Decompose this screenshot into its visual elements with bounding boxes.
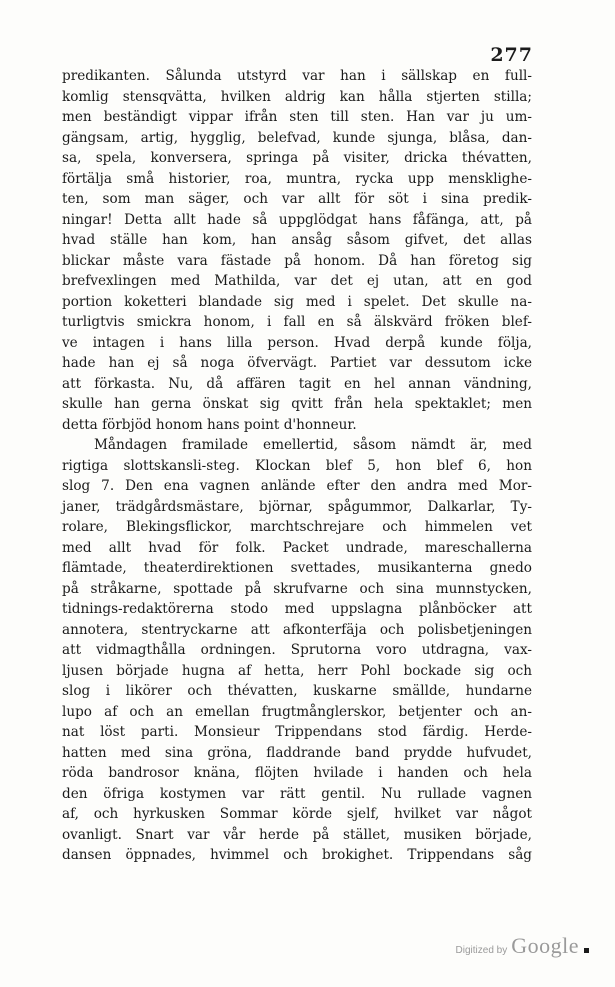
text-line: att förkasta. Nu, då affären tagit en hel annan vändning, bbox=[62, 375, 532, 392]
text-line: lupo af och an emellan frugtmånglerskor, betjenter och an- bbox=[62, 703, 532, 720]
text-line: slog i likörer och thévatten, kuskarne smällde, hundarne bbox=[62, 683, 532, 699]
text-line: portion koketteri blandade sig med i spelet. Det skulle na- bbox=[62, 293, 532, 310]
text-line: flämtade, theaterdirektionen svettades, musikanterna gnedo bbox=[62, 560, 532, 576]
text-line: hvad ställe han kom, han ansåg såsom gifvet, det allas bbox=[62, 232, 532, 248]
text-line: den öfriga kostymen var rätt gentil. Nu rullade vagnen bbox=[62, 785, 532, 802]
text-line: hade han ej så noga öfvervägt. Partiet var dessutom icke bbox=[62, 355, 532, 371]
digitized-watermark bbox=[456, 933, 589, 959]
page-number: 277 bbox=[490, 44, 533, 66]
text-line-paragraph-start: Måndagen framilade emellertid, såsom nämdt är, med bbox=[94, 437, 532, 453]
text-line: af, och hyrkusken Sommar körde sjelf, hvilket var något bbox=[62, 806, 532, 822]
text-line: hatten med sina gröna, fladdrande band prydde hufvudet, bbox=[62, 744, 532, 761]
text-line: röda bandrosor knäna, flöjten hvilade i handen och hela bbox=[62, 765, 532, 781]
text-line: ten, som man säger, och var allt för söt i sina predik- bbox=[62, 191, 532, 207]
text-line: dansen öppnades, hvimmel och brokighet. Trippendans såg bbox=[62, 847, 532, 863]
text-line: ovanligt. Snart var vår herde på stället, musiken började, bbox=[62, 826, 532, 843]
text-line: sa, spela, konversera, springa på visiter, dricka thévatten, bbox=[62, 150, 532, 166]
google-logo: Google bbox=[511, 933, 579, 958]
text-line: tidnings-redaktörerna stodo med uppslagna plånböcker att bbox=[62, 601, 532, 617]
text-line: predikanten. Sålunda utstyrd var han i sällskap en full- bbox=[62, 68, 532, 84]
text-line: brefvexlingen med Mathilda, var det ej utan, att en god bbox=[62, 273, 532, 289]
text-line: gängsam, artig, hygglig, belefvad, kunde sjunga, blåsa, dan- bbox=[62, 129, 532, 146]
text-line: blickar måste vara fästade på honom. Då han företog sig bbox=[62, 252, 532, 269]
text-line: förtälja små historier, roa, muntra, rycka upp mensklighe- bbox=[62, 170, 532, 187]
text-line: ve intagen i hans lilla person. Hvad derpå kunde följa, bbox=[62, 334, 532, 351]
text-line: ljusen började hugna af hetta, herr Pohl bockade sig och bbox=[62, 662, 532, 679]
text-line: ningar! Detta allt hade så uppglödgat hans fåfänga, att, på bbox=[62, 211, 532, 228]
text-line: skulle han gerna önskat sig qvitt från hela spektaklet; men bbox=[62, 396, 532, 412]
text-line: komlig stensqvätta, hvilken aldrig kan hålla stjerten stilla; bbox=[62, 88, 532, 105]
text-line: men beständigt vippar ifrån sten till sten. Han var ju um- bbox=[62, 109, 532, 125]
text-line: att vidmagthålla ordningen. Sprutorna voro utdragna, vax- bbox=[62, 642, 532, 658]
body-text bbox=[62, 66, 532, 866]
text-line: janer, trädgårdsmästare, björnar, spågummor, Dalkarlar, Ty- bbox=[62, 498, 532, 515]
text-line-paragraph-end: detta förbjöd honom hans point d'honneur. bbox=[62, 416, 357, 433]
watermark-dot-icon bbox=[584, 948, 589, 953]
text-line: turligtvis smickra honom, i fall en så älskvärd fröken blef- bbox=[62, 314, 532, 330]
watermark-prefix: Digitized by bbox=[455, 945, 508, 956]
text-line: nat löst parti. Monsieur Trippendans stod färdig. Herde- bbox=[62, 724, 532, 740]
text-line: rolare, Blekingsflickor, marchtschrejare och himmelen vet bbox=[62, 519, 532, 535]
text-line: med allt hvad för folk. Packet undrade, mareschallerna bbox=[62, 539, 532, 556]
text-line: annotera, stentryckarne att afkonterfäja och polisbetjeningen bbox=[62, 621, 532, 638]
text-line: rigtiga slottskansli-steg. Klockan blef 5, hon blef 6, hon bbox=[62, 457, 532, 474]
text-line: på stråkarne, spottade på skrufvarne och sina munnstycken, bbox=[62, 580, 532, 597]
text-line: slog 7. Den ena vagnen anlände efter den andra med Mor- bbox=[62, 478, 532, 494]
